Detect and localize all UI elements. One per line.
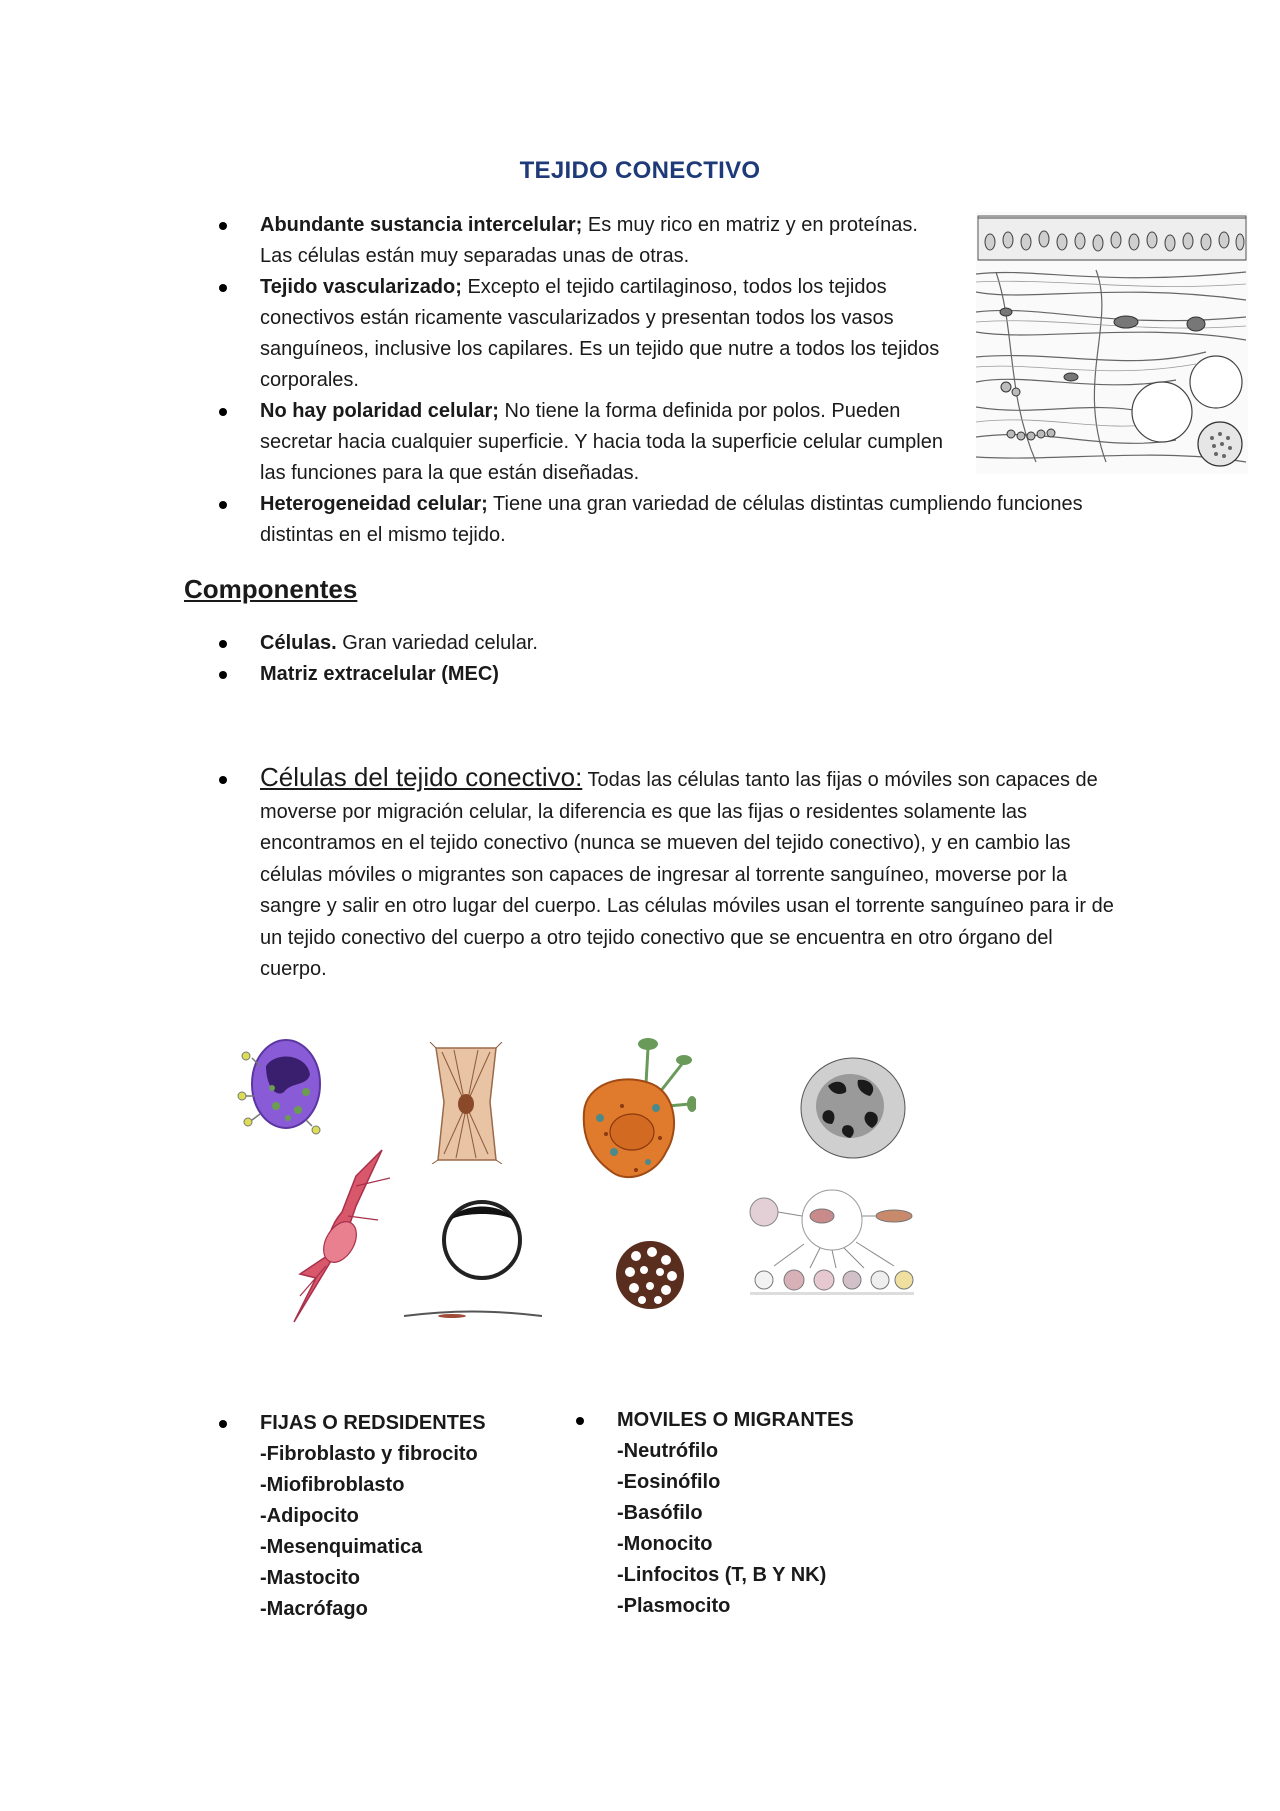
item-term: Tejido vascularizado; xyxy=(260,276,462,298)
plasma-cell-micrograph xyxy=(798,1056,908,1160)
cell-type: -Fibroblasto y fibrocito xyxy=(260,1443,478,1465)
cell-type: -Mastocito xyxy=(260,1567,360,1589)
cell-type: -Monocito xyxy=(617,1533,713,1555)
mastocyte-illustration xyxy=(236,1026,332,1136)
list-item xyxy=(216,272,1076,396)
myofibroblast-illustration xyxy=(426,1042,506,1164)
cell-type: -Plasmocito xyxy=(617,1595,731,1617)
list-item xyxy=(216,210,1076,272)
cells-section-heading: Células del tejido conectivo: xyxy=(260,762,583,792)
adipocyte-histology-image xyxy=(614,1238,686,1312)
fibroblast-illustration xyxy=(286,1146,394,1326)
macrophage-illustration xyxy=(576,1034,696,1186)
item-term: Heterogeneidad celular; xyxy=(260,493,488,515)
cell-type: -Macrófago xyxy=(260,1598,368,1620)
fijas-list xyxy=(216,1408,536,1625)
item-term: Abundante sustancia intercelular; xyxy=(260,214,583,236)
list-item xyxy=(216,396,1076,489)
item-term: No hay polaridad celular; xyxy=(260,400,499,422)
list-item xyxy=(216,628,1016,659)
cells-section-list xyxy=(216,762,1116,986)
moviles-list xyxy=(573,1405,913,1622)
intro-list xyxy=(216,210,1083,551)
moviles-heading: MOVILES O MIGRANTES xyxy=(617,1409,854,1431)
componentes-heading: Componentes xyxy=(184,574,358,604)
cell-type: -Linfocitos (T, B Y NK) xyxy=(617,1564,827,1586)
item-text: Tiene una gran variedad de células distintas cumpliendo funciones distintas en el mismo tejido. xyxy=(260,493,1083,546)
list-item xyxy=(573,1405,913,1622)
cell-type: -Mesenquimatica xyxy=(260,1536,423,1558)
item-term: Células. xyxy=(260,632,337,654)
cell-type: -Miofibroblasto xyxy=(260,1474,405,1496)
item-text: Gran variedad celular. xyxy=(336,632,538,654)
componentes-list xyxy=(216,628,1016,690)
cell-lineage-diagram xyxy=(744,1186,920,1298)
cells-section-text: Todas las células tanto las fijas o móviles son capaces de moverse por migración celular, la diferencia es que las fijas o residentes solamente las encontramos en el tejido conectivo (nunca se mueven del tejido conectivo), y en cambio las células móviles o migrantes son capaces de ingresar al torrente sanguíneo, moverse por la sangre y salir en otro lugar del cuerpo. Las células móviles usan el torrente sanguíneo para ir de un tejido conectivo del cuerpo a otro tejido conectivo que se encuentra en otro órgano del cuerpo. xyxy=(260,769,1114,980)
list-item xyxy=(216,762,1116,986)
cell-type: -Adipocito xyxy=(260,1505,359,1527)
item-text: No tiene la forma definida por polos. Pueden secretar hacia cualquier superficie. Y hacia toda la superficie celular cumplen las funciones para la que están diseñadas. xyxy=(260,400,943,484)
fijas-heading: FIJAS O REDSIDENTES xyxy=(260,1412,486,1434)
item-text: Excepto el tejido cartilaginoso, todos los tejidos conectivos están ricamente vascularizados y presentan todos los vasos sanguíneos, inclusive los capilares. Es un tejido que nutre a todos los tejidos corporales. xyxy=(260,276,940,391)
list-item xyxy=(216,659,1016,690)
list-item xyxy=(216,1408,536,1625)
cell-type: -Eosinófilo xyxy=(617,1471,721,1493)
page-title: TEJIDO CONECTIVO xyxy=(519,157,761,184)
list-item xyxy=(216,489,1083,551)
cell-type: -Neutrófilo xyxy=(617,1440,719,1462)
item-term: Matriz extracelular (MEC) xyxy=(260,663,499,685)
adipocyte-illustration xyxy=(392,1192,552,1324)
item-text: Es muy rico en matriz y en proteínas. Las células están muy separadas unas de otras. xyxy=(260,214,918,267)
cell-type: -Basófilo xyxy=(617,1502,703,1524)
